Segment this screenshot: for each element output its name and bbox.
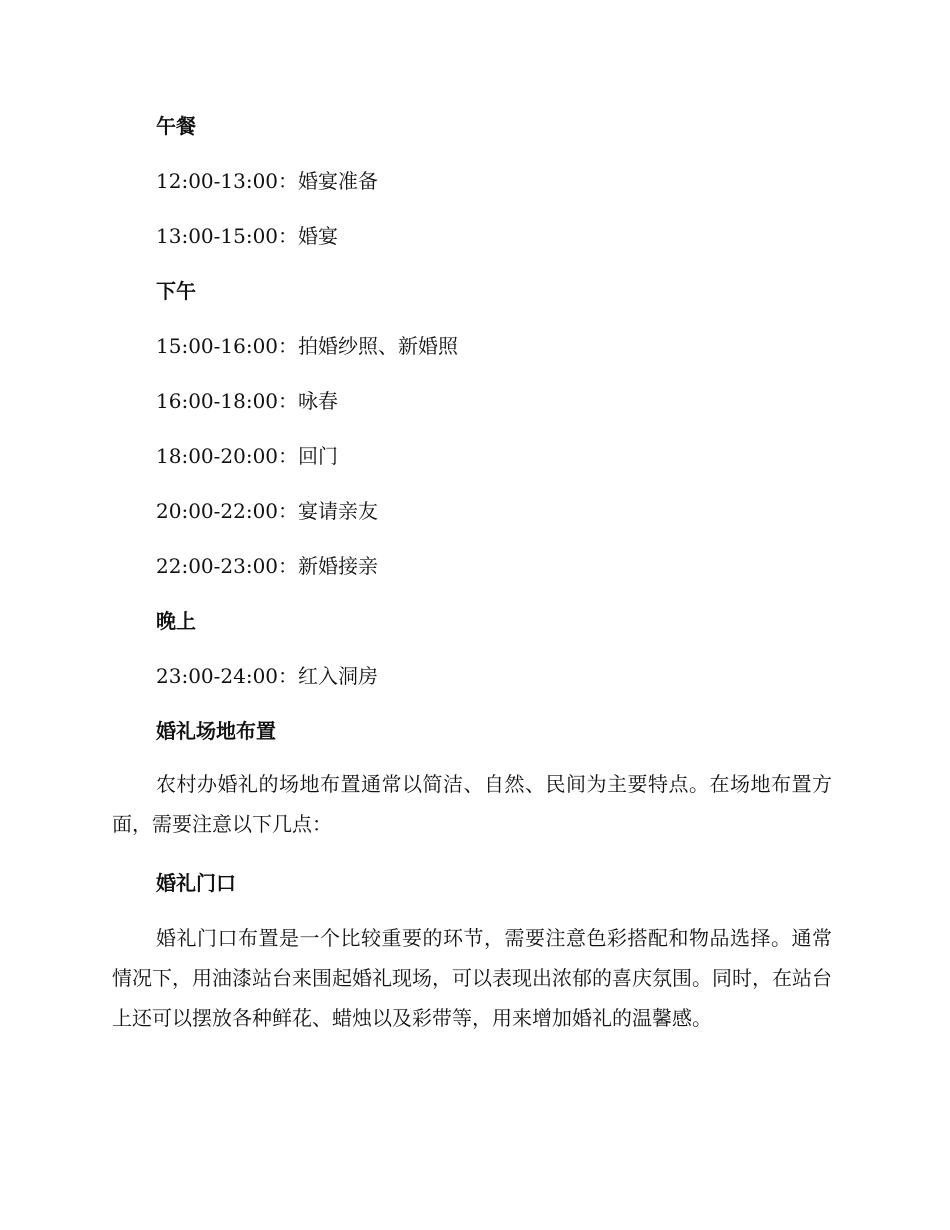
section-heading-afternoon: 下午 bbox=[156, 279, 196, 303]
body-paragraph-venue: 农村办婚礼的场地布置通常以简洁、自然、民间为主要特点。在场地布置方面，需要注意以下几点： bbox=[112, 772, 832, 836]
section-heading-venue-layout: 婚礼场地布置 bbox=[156, 719, 276, 743]
schedule-item: 18:00-20:00：回门 bbox=[156, 444, 339, 468]
section-heading-lunch: 午餐 bbox=[156, 114, 196, 138]
section-heading-evening: 晚上 bbox=[156, 609, 196, 633]
schedule-item: 22:00-23:00：新婚接亲 bbox=[156, 554, 379, 578]
section-heading-entrance: 婚礼门口 bbox=[156, 871, 236, 895]
body-paragraph-entrance: 婚礼门口布置是一个比较重要的环节，需要注意色彩搭配和物品选择。通常情况下，用油漆站台来围起婚礼现场，可以表现出浓郁的喜庆氛围。同时，在站台上还可以摆放各种鲜花、蜡烛以及彩带等，用来增加婚礼的温馨感。 bbox=[112, 926, 832, 1030]
schedule-item: 12:00-13:00：婚宴准备 bbox=[156, 169, 379, 193]
schedule-item: 15:00-16:00：拍婚纱照、新婚照 bbox=[156, 334, 459, 358]
schedule-item: 16:00-18:00：咏春 bbox=[156, 389, 339, 413]
schedule-item: 20:00-22:00：宴请亲友 bbox=[156, 499, 379, 523]
schedule-item: 13:00-15:00：婚宴 bbox=[156, 224, 339, 248]
schedule-item: 23:00-24:00：红入洞房 bbox=[156, 664, 379, 688]
